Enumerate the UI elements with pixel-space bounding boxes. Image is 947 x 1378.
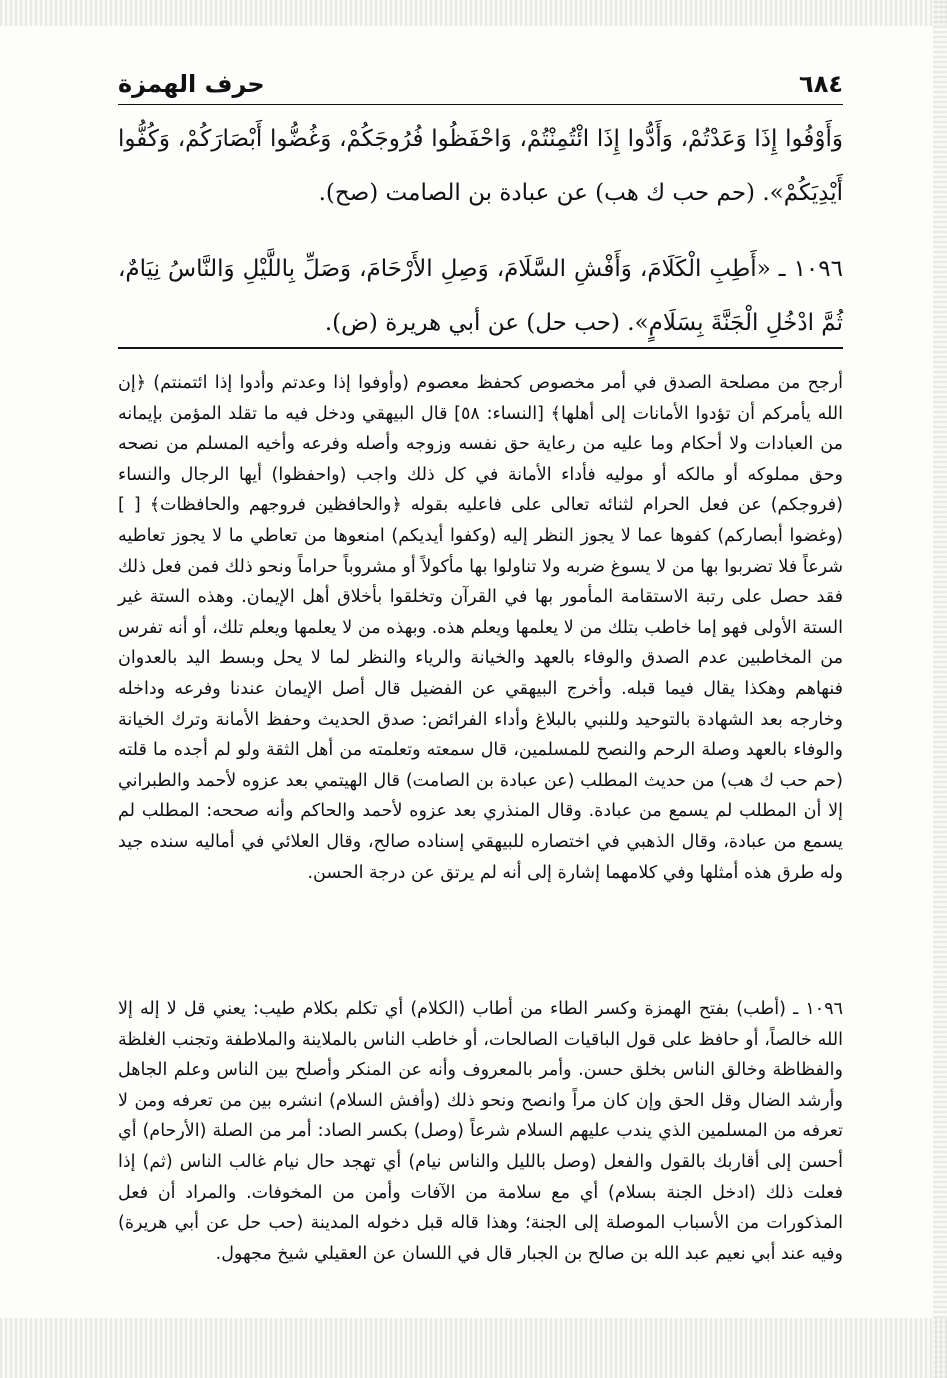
scan-border-top	[0, 0, 947, 26]
scan-border-right	[933, 0, 947, 1378]
footnote-divider	[118, 347, 843, 349]
page-header	[118, 70, 843, 105]
scan-border-bottom	[0, 1318, 947, 1378]
hadith-text: ١٠٩٦ ـ «أَطِبِ الْكَلَامَ، وَأَفْشِ السَّلَامَ، وَصِلِ الأَرْحَامَ، وَصَلِّ بِاللَّيْلِ وَالنَّاسُ نِيَامٌ، ثُمَّ ادْخُلِ الْجَنَّةَ بِسَلَامٍ». (حب حل) عن أبي هريرة (ض).	[118, 256, 843, 336]
commentary-paragraph: أرجح من مصلحة الصدق في أمر مخصوص كحفظ معصوم (وأوفوا إذا وعدتم وأدوا إذا ائتمنتم) ﴿إن الله يأمركم أن تؤدوا الأمانات إلى أهلها﴾ [النساء: ٥٨] قال البيهقي ودخل فيه ما تقلد المؤمن بإيمانه من العبادات ولا أحكام وما عليه من رعاية حق نفسه وزوجه وأصله وفرعه وأخيه المسلم من نصحه وحق مملوكه أو مالكه أو موليه فأداء الأمانة في كل ذلك واجب (واحفظوا) أيها الرجال والنساء (فروجكم) عن فعل الحرام لثنائه تعالى على فاعليه بقوله ﴿والحافظين فروجهم والحافظات﴾ [ ] (وغضوا أبصاركم) كفوها عما لا يجوز النظر إليه (وكفوا أيديكم) امنعوها من تعاطي ما لا يجوز تعاطيه شرعاً فلا تضربوا بها من لا يسوغ ضربه ولا تناولوا بها مأكولاً أو مشروباً حراماً ونحو ذلك فمن فعل ذلك فقد حصل على رتبة الاستقامة المأمور بها في القرآن وتخلقوا بأخلاق أهل الإيمان. وهذه الستة غير الستة الأولى فهو إما خاطب بتلك من لا يعلمها ويعلم هذه. وبهذه من لا يعلمها ويعلم تلك، أو أنه تفرس من المخاطبين عدم الصدق والوفاء بالعهد والخيانة والرياء والنظر لما لا يحل وبسط اليد بالعدوان فنهاهم وهكذا يقال فيما قبله. وأخرج البيهقي عن الفضيل قال أصل الإيمان عندنا وفرعه وداخله وخارجه بعد الشهادة بالتوحيد وللنبي بالبلاغ وأداء الفرائض: صدق الحديث وحفظ الأمانة وترك الخيانة والوفاء بالعهد وصلة الرحم والنصح للمسلمين، قال سمعته وتعلمته من أهل الثقة ولو لم أجده ما قلته (حم حب ك هب) من حديث المطلب (عن عبادة بن الصامت) قال الهيتمي بعد عزوه لأحمد والطبراني إلا أن المطلب لم يسمع من عبادة. وقال المنذري بعد عزوه لأحمد والحاكم وأنه صححه: المطلب لم يسمع من عبادة، وقال الذهبي في اختصاره للبيهقي إسناده صالح، وقال العلائي في أماليه سنده جيد وله طرق هذه أمثلها وفي كلامهما إشارة إلى أنه لم يرتق عن درجة الحسن.	[118, 373, 843, 883]
commentary-paragraph: ١٠٩٦ ـ (أطب) بفتح الهمزة وكسر الطاء من أطاب (الكلام) أي تكلم بكلام طيب: يعني قل لا إله إلا الله خالصاً، أو حافظ على قول الباقيات الصالحات، أو خاطب الناس بالملاينة والملاطفة وتجنب الغلظة والفظاظة وخالق الناس بخلق حسن. وأمر بالمعروف وأنه عن المنكر وأصلح بين الناس وعلم الجاهل وأرشد الضال وقل الحق وإن كان مراً وانصح ونحو ذلك (وأفش السلام) انشره بين من تعرفه ومن لا تعرفه من المسلمين الذي يندب عليهم السلام شرعاً (وصل) بكسر الصاد: أمر من الصلة (الأرحام) أي أحسن إلى أقاربك بالقول والفعل (وصل بالليل والناس نيام) أي تهجد حال نيام غالب الناس (ثم) إذا فعلت ذلك (ادخل الجنة بسلام) أي مع سلامة من الآفات وأمن من المخوفات. والمراد أن فعل المذكورات من الأسباب الموصلة إلى الجنة؛ وهذا قاله قبل دخوله المدينة (حب حل عن أبي هريرة) وفيه عند أبي نعيم عبد الله بن صالح بن الجبار قال في اللسان عن العقيلي شيخ مجهول.	[118, 999, 843, 1264]
hadith-text: وَأَوْفُوا إِذَا وَعَدْتُمْ، وَأَدُّوا إِذَا ائْتُمِنْتُمْ، وَاحْفَظُوا فُرُوجَكُمْ، وَغُضُّوا أَبْصَارَكُمْ، وَكُفُّوا أَيْدِيَكُمْ». (حم حب ك هب) عن عبادة بن الصامت (صح).	[118, 126, 843, 206]
page-number: ٦٨٤	[791, 70, 843, 98]
chapter-title: حرف الهمزة	[118, 70, 273, 98]
